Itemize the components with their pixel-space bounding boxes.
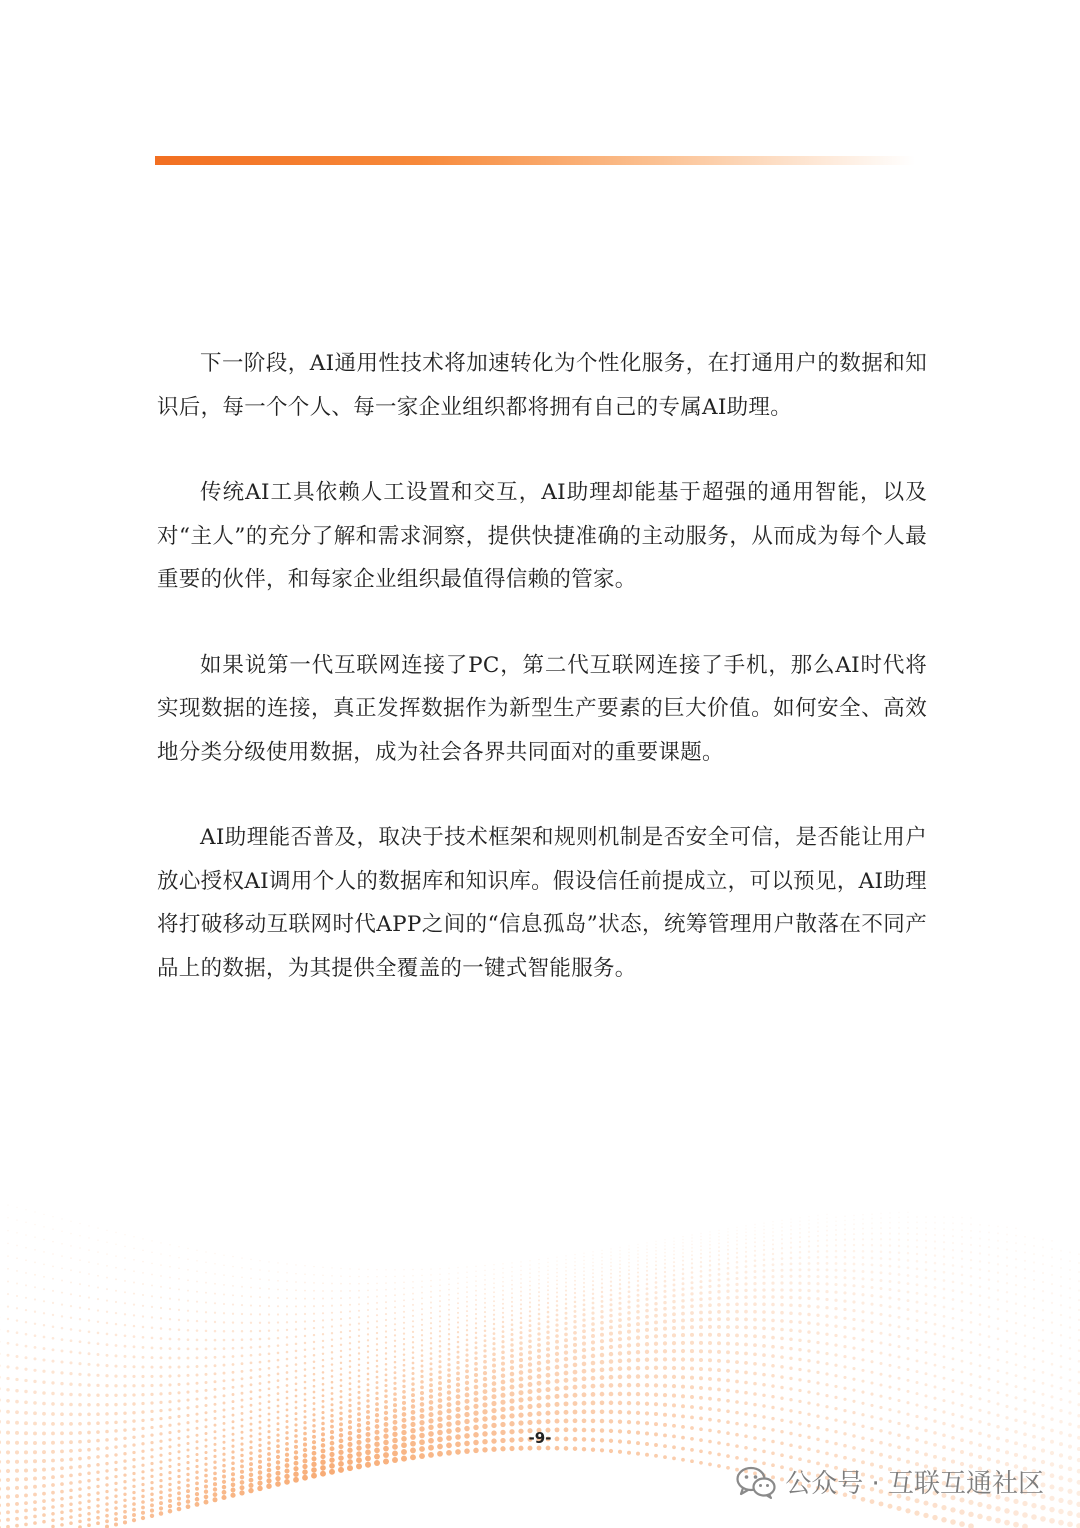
- body-text: [157, 342, 927, 1032]
- wechat-icon: [735, 1465, 777, 1499]
- watermark-text: 公众号 · 互联互通社区: [785, 1469, 1044, 1499]
- paragraph-2: 传统AI工具依赖人工设置和交互，AI助理却能基于超强的通用智能，以及对“主人”的充分了解和需求洞察，提供快捷准确的主动服务，从而成为每个人最重要的伙伴，和每家企业组织最值得信赖的管家。: [157, 480, 927, 592]
- header-accent-bar: [155, 156, 915, 165]
- source-watermark: [735, 1463, 1044, 1500]
- paragraph-1: 下一阶段，AI通用性技术将加速转化为个性化服务，在打通用户的数据和知识后，每一个个人、每一家企业组织都将拥有自己的专属AI助理。: [157, 351, 927, 420]
- paragraph-4: AI助理能否普及，取决于技术框架和规则机制是否安全可信，是否能让用户放心授权AI调用个人的数据库和知识库。假设信任前提成立，可以预见，AI助理将打破移动互联网时代APP之间的“信息孤岛”状态，统筹管理用户散落在不同产品上的数据，为其提供全覆盖的一键式智能服务。: [157, 825, 927, 981]
- page-number: -9-: [528, 1429, 552, 1447]
- paragraph-3: 如果说第一代互联网连接了PC，第二代互联网连接了手机，那么AI时代将实现数据的连接，真正发挥数据作为新型生产要素的巨大价值。如何安全、高效地分类分级使用数据，成为社会各界共同面对的重要课题。: [157, 652, 927, 765]
